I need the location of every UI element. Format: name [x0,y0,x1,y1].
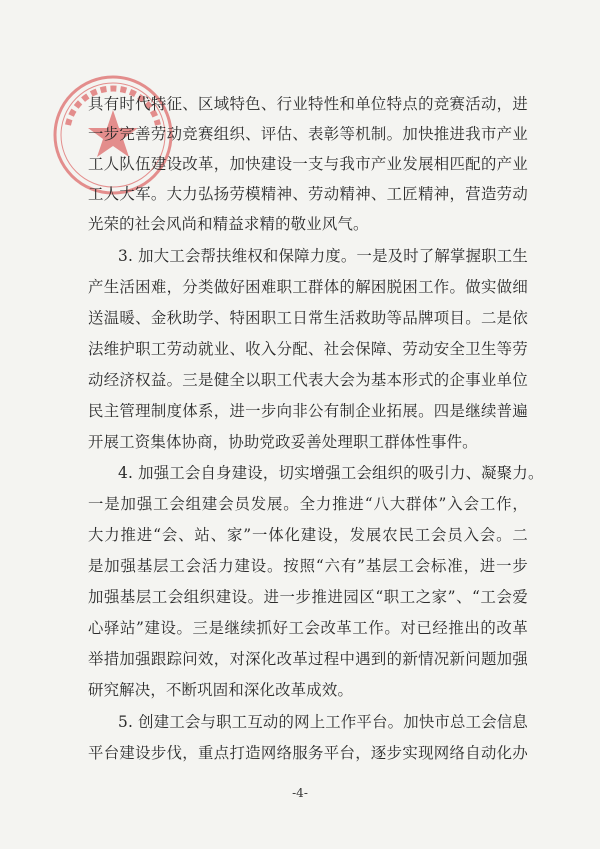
text-line-7: 产生活困难，分类做好困难职工群体的解困脱困工作。做实做细 [88,278,528,296]
text-line-6: 3. 加大工会帮扶维权和保障力度。一是及时了解掌握职工生 [118,247,528,265]
text-line-22: 平台建设步伐，重点打造网络服务平台，逐步实现网络自动化办 [88,744,528,762]
page-number: -4- [292,786,308,800]
text-line-18: 心驿站”建设。三是继续抓好工会改革工作。对已经推出的改革 [88,619,528,637]
text-line-9: 法维护职工劳动就业、收入分配、社会保障、劳动安全卫生等劳 [88,340,528,358]
text-line-5: 光荣的社会风尚和精益求精的敬业风气。 [88,215,369,233]
text-line-21: 5. 创建工会与职工互动的网上工作平台。加快市总工会信息 [118,713,528,731]
text-line-12: 开展工资集体协商，协助党政妥善处理职工群体性事件。 [88,433,478,451]
text-line-8: 送温暖、金秋助学、特困职工日常生活救助等品牌项目。二是依 [88,309,528,327]
text-line-14: 一是加强工会组建会员发展。全力推进“八大群体”入会工作， [88,495,528,513]
text-line-19: 举措加强跟踪问效，对深化改革过程中遇到的新情况新问题加强 [88,650,528,668]
text-line-17: 加强基层工会组织建设。进一步推进园区“职工之家”、“工会爱 [88,588,528,606]
text-line-20: 研究解决，不断巩固和深化改革成效。 [88,681,354,699]
text-line-15: 大力推进“会、站、家”一体化建设，发展农民工会员入会。二 [88,526,528,544]
text-line-2: 一步完善劳动竞赛组织、评估、表彰等机制。加快推进我市产业 [88,125,528,143]
text-line-13: 4. 加强工会自身建设，切实增强工会组织的吸引力、凝聚力。 [118,464,544,482]
text-line-16: 是加强基层工会活力建设。按照“六有”基层工会标准，进一步 [88,557,528,575]
text-line-4: 工人大军。大力弘扬劳模精神、劳动精神、工匠精神，营造劳动 [88,185,528,203]
text-line-11: 民主管理制度体系，进一步向非公有制企业拓展。四是继续普遍 [88,402,528,420]
text-line-10: 动经济权益。三是健全以职工代表大会为基本形式的企事业单位 [88,371,528,389]
text-line-1: 具有时代特征、区域特色、行业特性和单位特点的竞赛活动，进 [88,95,528,113]
text-line-3: 工人队伍建设改革，加快建设一支与我市产业发展相匹配的产业 [88,155,528,173]
